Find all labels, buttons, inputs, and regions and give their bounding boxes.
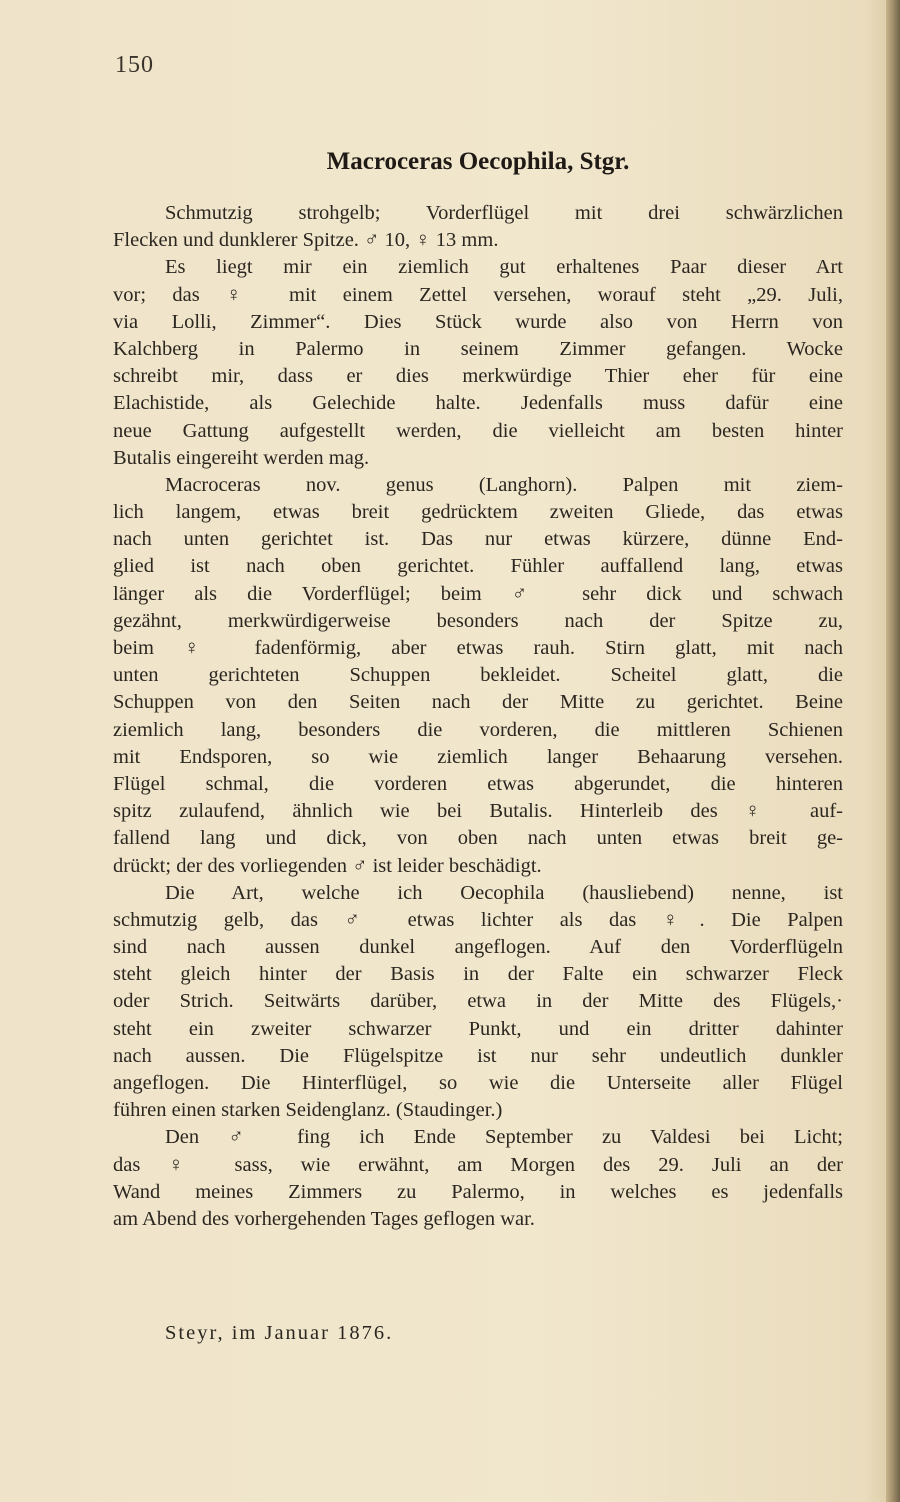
text-line: Wand meines Zimmers zu Palermo, in welches es jedenfalls <box>113 1180 843 1203</box>
text-line: via Lolli, Zimmer“. Dies Stück wurde also von Herrn von <box>113 310 843 333</box>
text-line: nach unten gerichtet ist. Das nur etwas kürzere, dünne End- <box>113 528 843 551</box>
text-line: unten gerichteten Schuppen bekleidet. Scheitel glatt, die <box>113 664 843 687</box>
signature-line: Steyr, im Januar 1876. <box>165 1322 394 1344</box>
text-line: sind nach aussen dunkel angeflogen. Auf den Vorderflügeln <box>113 936 843 959</box>
text-line: Flecken und dunklerer Spitze. ♂ 10, ♀ 13 mm. <box>113 229 499 252</box>
text-line: ziemlich lang, besonders die vorderen, die mittleren Schienen <box>113 718 843 741</box>
text-line: Den ♂ fing ich Ende September zu Valdesi bei Licht; <box>165 1126 843 1149</box>
text-line: gezähnt, merkwürdigerweise besonders nach der Spitze zu, <box>113 609 843 632</box>
text-line: nach aussen. Die Flügelspitze ist nur sehr undeutlich dunkler <box>113 1044 843 1067</box>
text-line: glied ist nach oben gerichtet. Fühler auffallend lang, etwas <box>113 555 843 578</box>
text-line: führen einen starken Seidenglanz. (Staudinger.) <box>113 1099 503 1122</box>
text-line: am Abend des vorhergehenden Tages geflogen war. <box>113 1207 535 1230</box>
text-line: Kalchberg in Palermo in seinem Zimmer gefangen. Wocke <box>113 337 843 360</box>
text-line: beim ♀ fadenförmig, aber etwas rauh. Stirn glatt, mit nach <box>113 637 843 659</box>
text-line: angeflogen. Die Hinterflügel, so wie die Unterseite aller Flügel <box>113 1072 843 1094</box>
text-line: steht ein zweiter schwarzer Punkt, und ein dritter dahinter <box>113 1017 843 1040</box>
page-number: 150 <box>115 52 154 78</box>
text-line: vor; das ♀ mit einem Zettel versehen, worauf steht „29. Juli, <box>113 283 843 306</box>
text-line: Es liegt mir ein ziemlich gut erhaltenes Paar dieser Art <box>165 256 843 279</box>
section-title: Macroceras Oecophila, Stgr. <box>326 148 630 175</box>
text-line: steht gleich hinter der Basis in der Falte ein schwarzer Fleck <box>113 963 843 986</box>
text-line: Schuppen von den Seiten nach der Mitte zu gerichtet. Beine <box>113 691 843 714</box>
text-line: neue Gattung aufgestellt werden, die vielleicht am besten hinter <box>113 419 843 442</box>
text-line: spitz zulaufend, ähnlich wie bei Butalis. Hinterleib des ♀ auf- <box>113 800 843 823</box>
text-line: Elachistide, als Gelechide halte. Jedenfalls muss dafür eine <box>113 392 843 415</box>
book-spine-edge <box>886 0 900 1502</box>
text-line: drückt; der des vorliegenden ♂ ist leider beschädigt. <box>113 854 542 877</box>
text-line: Schmutzig strohgelb; Vorderflügel mit drei schwärzlichen <box>165 202 843 224</box>
body-text <box>113 200 843 1233</box>
text-line: schreibt mir, dass er dies merkwürdige Thier eher für eine <box>113 365 843 388</box>
text-line: Die Art, welche ich Oecophila (hausliebend) nenne, ist <box>165 881 843 904</box>
text-line: das ♀ sass, wie erwähnt, am Morgen des 29. Juli an der <box>113 1153 843 1176</box>
text-line: Flügel schmal, die vorderen etwas abgerundet, die hinteren <box>113 772 843 795</box>
text-line: oder Strich. Seitwärts darüber, etwa in der Mitte des Flügels,· <box>113 990 843 1013</box>
text-line: mit Endsporen, so wie ziemlich langer Behaarung versehen. <box>113 745 843 768</box>
text-line: schmutzig gelb, das ♂ etwas lichter als das ♀. Die Palpen <box>113 908 843 931</box>
text-line: fallend lang und dick, von oben nach unten etwas breit ge- <box>113 827 843 850</box>
text-line: länger als die Vorderflügel; beim ♂ sehr dick und schwach <box>113 582 843 605</box>
text-line: lich langem, etwas breit gedrücktem zweiten Gliede, das etwas <box>113 501 843 524</box>
text-line: Macroceras nov. genus (Langhorn). Palpen mit ziem- <box>165 473 843 496</box>
text-line: Butalis eingereiht werden mag. <box>113 446 370 469</box>
